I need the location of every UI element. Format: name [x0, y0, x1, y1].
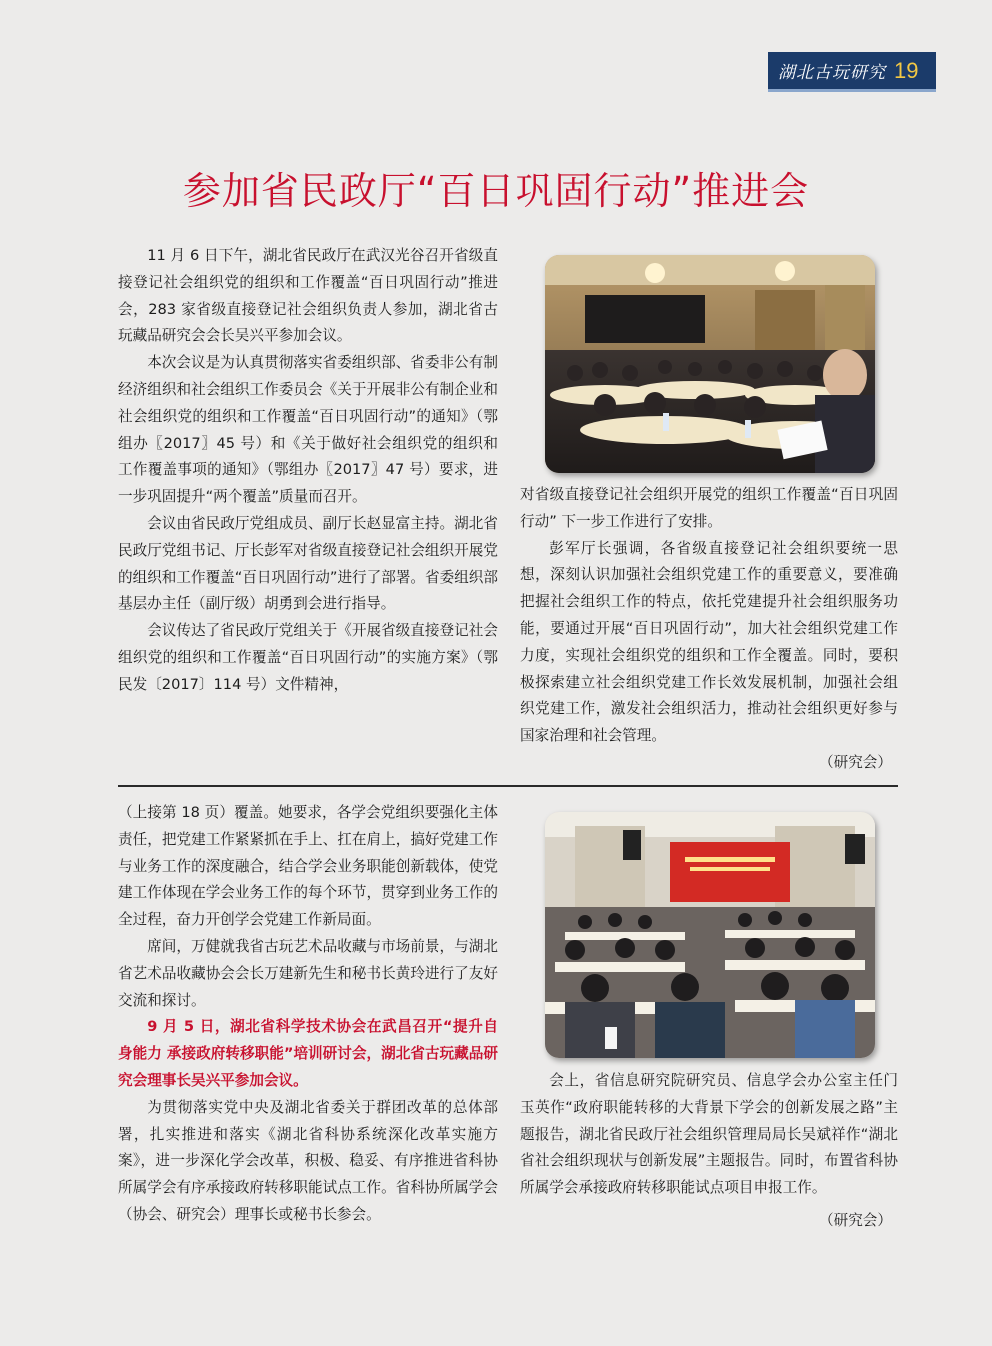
article-title: 参加省民政厅“百日巩固行动”推进会: [182, 169, 810, 213]
article2-paragraph-2: 席间，万健就我省古玩艺术品收藏与市场前景，与湖北省艺术品收藏协会会长万建新先生和秘书长黄玲进行了友好交流和探讨。: [118, 937, 498, 1009]
magazine-title: 湖北古玩研究: [778, 63, 886, 83]
article1-continuation: 对省级直接登记社会组织开展党的组织工作覆盖“百日巩固行动” 下一步工作进行了安排。: [520, 486, 898, 530]
article1-signature: （研究会）: [819, 753, 892, 771]
article1-left-column: [118, 243, 498, 699]
article1-paragraph-5: 彭军厅长强调，各省级直接登记社会组织要统一思想，深刻认识加强社会组织党建工作的重要意义，要准确把握社会组织工作的特点，依托党建提升社会组织服务功能，要通过开展“百日巩固行动”，加大社会组织党建工作力度，实现社会组织党的组织和工作全覆盖。同时，要积极探索建立社会组织党建工作长效发展机制，加强社会组织党建工作，激发社会组织活力，推动社会组织更好参与国家治理和社会管理。: [520, 539, 898, 745]
article1-paragraph-3: 会议由省民政厅党组成员、副厅长赵显富主持。湖北省民政厅党组书记、厅长彭军对省级直接登记社会组织开展党的组织和工作覆盖“百日巩固行动”进行了部署。省委组织部基层办主任（副厅级）胡勇到会进行指导。: [118, 514, 498, 613]
article2-continuation: （上接第 18 页）覆盖。她要求，各学会党组织要强化主体责任，把党建工作紧紧抓在手上、扛在肩上，搞好党建工作与业务工作的深度融合，结合学会业务职能创新载体，使党建工作体现在学会业务工作的每个环节，贯穿到业务工作的全过程，奋力开创学会党建工作新局面。: [118, 804, 498, 929]
article1-paragraph-1: 11 月 6 日下午，湖北省民政厅在武汉光谷召开省级直接登记社会组织党的组织和工作覆盖“百日巩固行动”推进会，283 家省级直接登记社会组织负责人参加，湖北省古玩藏品研究会会长吴兴平参加会议。: [118, 247, 498, 345]
article1-paragraph-2: 本次会议是为认真贯彻落实省委组织部、省委非公有制经济组织和社会组织工作委员会《关于开展非公有制企业和社会组织党的组织和工作覆盖“百日巩固行动”的通知》（鄂组办〖2017〗45 号）和《关于做好社会组织党的组织和工作覆盖事项的通知》（鄂组办〖2017〗47 号）要求，进一步巩固提升“两个覆盖”质量而召开。: [118, 354, 498, 506]
article2-left-column: [118, 800, 498, 1229]
article2-headline: 9 月 5 日，湖北省科学技术协会在武昌召开“提升自身能力 承接政府转移职能”培训研讨会，湖北省古玩藏品研究会理事长吴兴平参加会议。: [118, 1018, 498, 1089]
article2-paragraph-4: 会上，省信息研究院研究员、信息学会办公室主任门玉英作“政府职能转移的大背景下学会的创新发展之路”主题报告，湖北省民政厅社会组织管理局局长吴斌祥作“湖北省社会组织现状与创新发展”主题报告。同时，布置省科协所属学会承接政府转移职能试点项目申报工作。: [520, 1072, 898, 1197]
article2-signature: （研究会）: [819, 1211, 892, 1229]
meeting-photo-1: [545, 255, 875, 473]
article2-right-column: [520, 1068, 898, 1235]
article2-paragraph-3: 为贯彻落实党中央及湖北省委关于群团改革的总体部署，扎实推进和落实《湖北省科协系统深化改革实施方案》，进一步深化学会改革，积极、稳妥、有序推进省科协所属学会有序承接政府转移职能试点工作。省科协所属学会（协会、研究会）理事长或秘书长参会。: [118, 1098, 498, 1223]
article1-right-column: [520, 482, 898, 777]
page-number: 19: [894, 57, 919, 83]
magazine-header-tab: [768, 52, 936, 92]
meeting-photo-2: [545, 812, 875, 1058]
article1-paragraph-4: 会议传达了省民政厅党组关于《开展省级直接登记社会组织党的组织和工作覆盖“百日巩固行动”的实施方案》（鄂民发〔2017〕114 号）文件精神，: [118, 622, 498, 693]
section-divider: [118, 785, 898, 787]
